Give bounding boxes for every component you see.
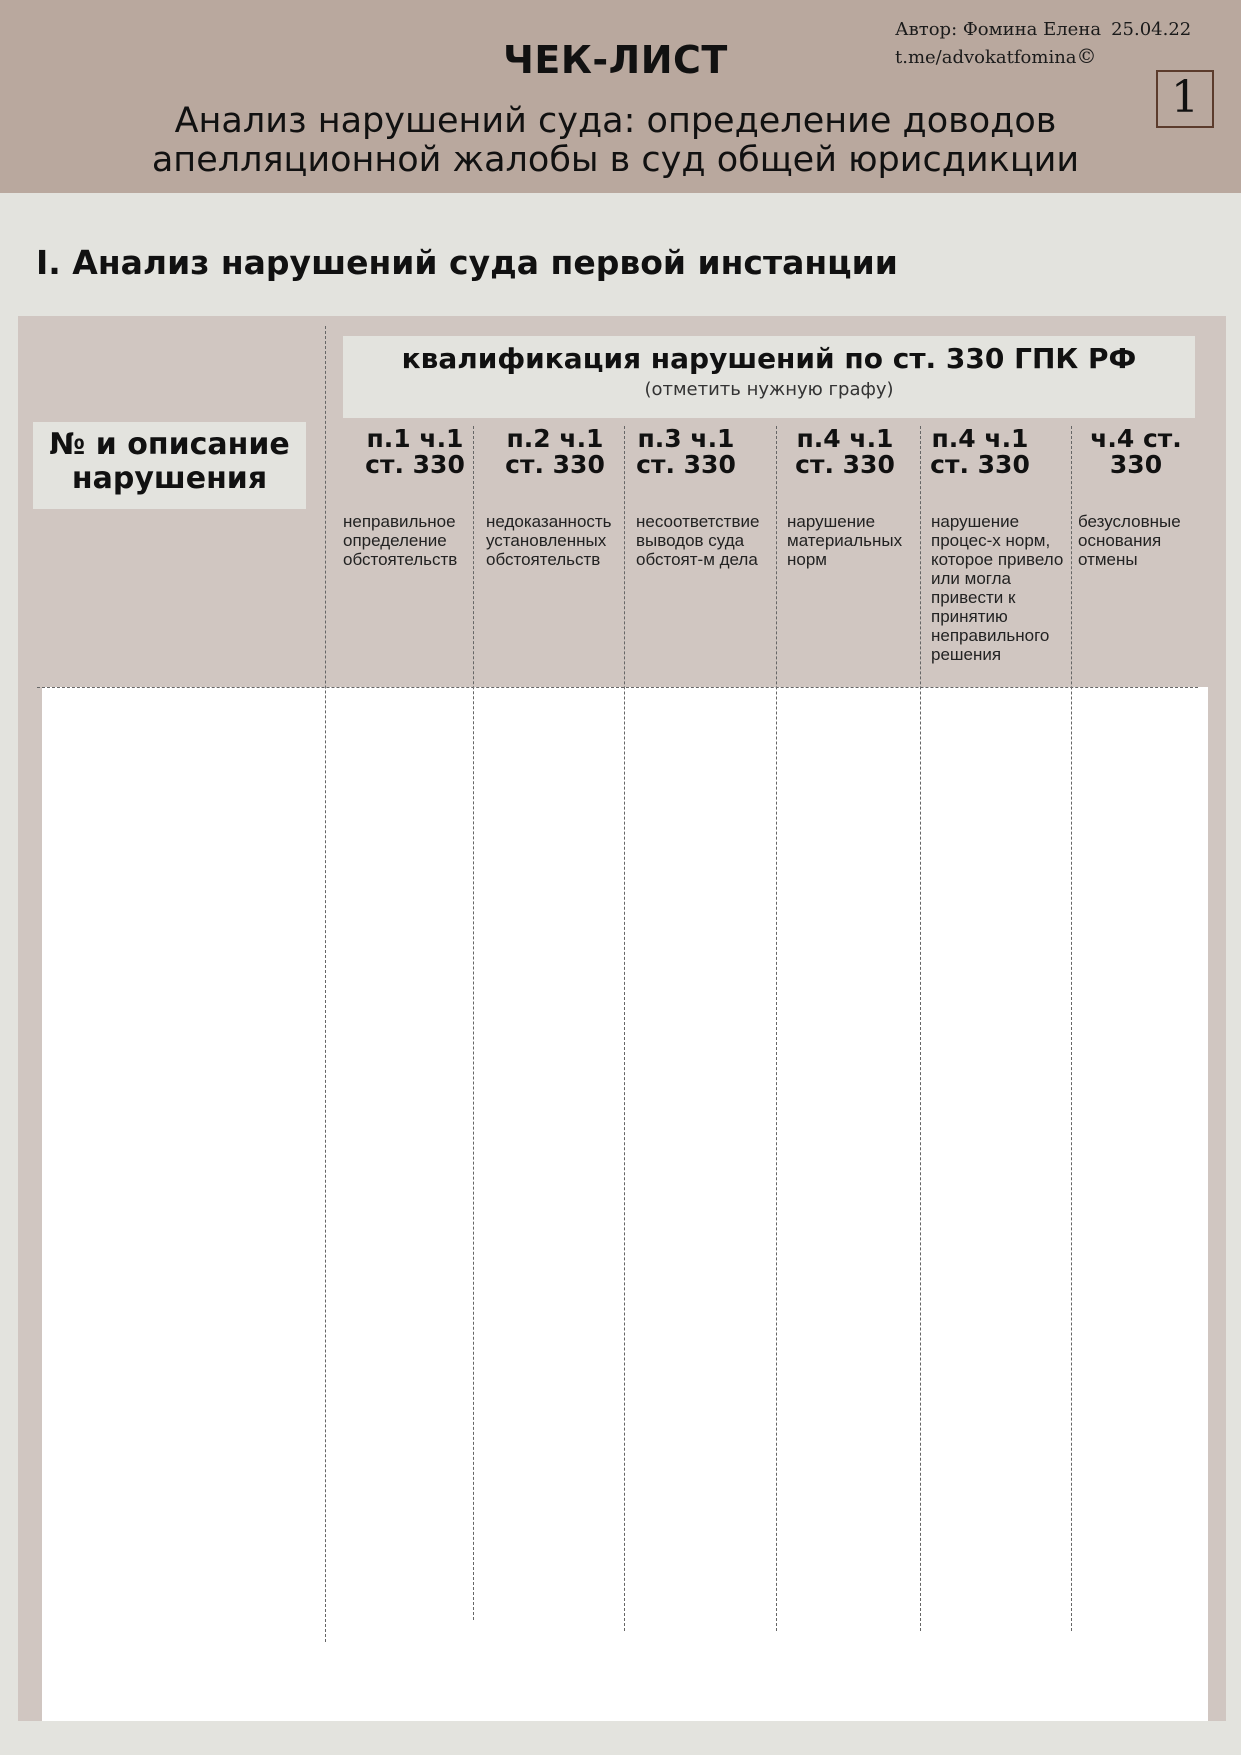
- author-name: Автор: Фомина Елена: [895, 19, 1102, 40]
- first-column-header: № и описание нарушения: [33, 422, 306, 509]
- column-desc-4: нарушение материальных норм: [787, 512, 903, 569]
- section-title: I. Анализ нарушений суда первой инстанции: [36, 243, 898, 282]
- author-date: 25.04.22: [1111, 19, 1192, 40]
- column-desc-3: несоответствие выводов суда обстоят-м дела: [636, 512, 760, 569]
- page-subtitle: Анализ нарушений суда: определение доводов апелляционной жалобы в суд общей юрисдикции: [151, 101, 1080, 180]
- column-divider-1: [473, 426, 474, 1620]
- page-number: 1: [1156, 70, 1214, 128]
- header-band: [0, 0, 1241, 193]
- qualification-note: (отметить нужную графу): [644, 379, 894, 400]
- column-divider-0: [325, 326, 326, 1642]
- copyright-icon: ©: [1076, 44, 1097, 68]
- qualification-header: [343, 336, 1195, 418]
- header-separator-line: [37, 687, 1198, 688]
- column-divider-4: [920, 426, 921, 1631]
- column-desc-5: нарушение процес-х норм, которое привело или могла привести к принятию неправильного решения: [931, 512, 1064, 664]
- column-header-3: п.3 ч.1 ст. 330: [636, 424, 736, 479]
- column-desc-2: недоказанность установленных обстоятельств: [486, 512, 612, 569]
- column-desc-6: безусловные основания отмены: [1078, 512, 1181, 569]
- column-header-6: ч.4 ст. 330: [1090, 424, 1182, 479]
- column-header-1: п.1 ч.1 ст. 330: [365, 424, 465, 479]
- author-link[interactable]: t.me/advokatfomina: [895, 47, 1077, 68]
- author-block: [895, 16, 1191, 71]
- column-desc-1: неправильное определение обстоятельств: [343, 512, 458, 569]
- column-header-4: п.4 ч.1 ст. 330: [795, 424, 895, 479]
- qualification-title: квалификация нарушений по ст. 330 ГПК РФ: [401, 342, 1137, 375]
- column-header-5: п.4 ч.1 ст. 330: [930, 424, 1030, 479]
- table-body-area[interactable]: [42, 687, 1208, 1721]
- column-divider-2: [624, 426, 625, 1631]
- page-title: ЧЕК-ЛИСТ: [503, 38, 728, 82]
- column-divider-3: [776, 426, 777, 1631]
- column-header-2: п.2 ч.1 ст. 330: [505, 424, 605, 479]
- column-divider-5: [1071, 426, 1072, 1631]
